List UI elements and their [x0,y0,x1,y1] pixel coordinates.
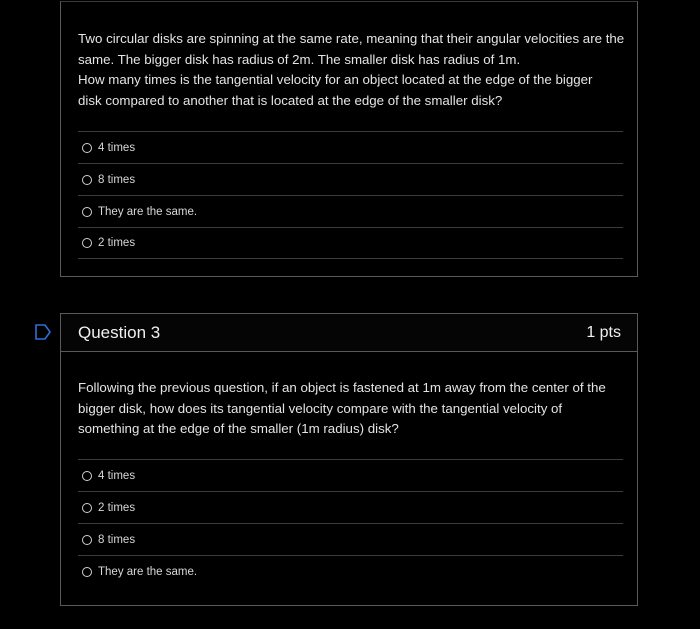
question-3-text-line: something at the edge of the smaller (1m radius) disk? [78,421,399,436]
question-2-answer-option[interactable] [78,227,623,259]
question-2-text-line: same. The bigger disk has radius of 2m. The smaller disk has radius of 1m. [78,51,521,67]
question-2-text-line: Two circular disks are spinning at the same rate, meaning that their angular velocities are the [78,31,625,46]
radio-button[interactable] [82,175,92,185]
flag-outline-icon[interactable] [34,323,52,341]
answer-label[interactable]: 8 times [98,173,136,186]
question-card-2 [60,1,638,277]
question-points: 1 pts [586,324,621,341]
question-2-answer-list [78,131,623,259]
answer-label[interactable]: 4 times [98,141,136,154]
radio-button[interactable] [82,567,92,577]
radio-button[interactable] [82,535,92,545]
question-3-answer-option[interactable] [78,523,623,555]
question-2-text-line: disk compared to another that is located at the edge of the smaller disk? [78,92,503,108]
question-3-text [78,378,626,440]
question-3-answer-list [78,459,623,587]
answer-label[interactable]: They are the same. [98,565,198,578]
question-2-answer-option[interactable] [78,195,623,227]
question-3-answer-option[interactable] [78,491,623,523]
answer-label[interactable]: 8 times [98,533,136,546]
question-3-text-line: bigger disk, how does its tangential velocity compare with the tangential velocity of [78,400,563,416]
radio-button[interactable] [82,207,92,217]
radio-button[interactable] [82,143,92,153]
question-3-answer-option[interactable] [78,555,623,587]
question-3-text-line: Following the previous question, if an object is fastened at 1m away from the center of the [78,380,606,395]
answer-label[interactable]: 2 times [98,501,136,514]
answer-label[interactable]: They are the same. [98,205,198,218]
question-3-header [61,314,637,352]
radio-button[interactable] [82,503,92,513]
question-2-text-line: How many times is the tangential velocity for an object located at the edge of the bigger [78,72,593,87]
question-3-answer-option[interactable] [78,459,623,491]
question-title: Question 3 [78,323,161,342]
question-2-answer-option[interactable] [78,131,623,163]
radio-button[interactable] [82,238,92,248]
answer-label[interactable]: 4 times [98,469,136,482]
question-card-3 [60,313,638,606]
question-2-text [78,29,626,111]
question-2-answer-option[interactable] [78,163,623,195]
radio-button[interactable] [82,471,92,481]
answer-label[interactable]: 2 times [98,237,136,249]
